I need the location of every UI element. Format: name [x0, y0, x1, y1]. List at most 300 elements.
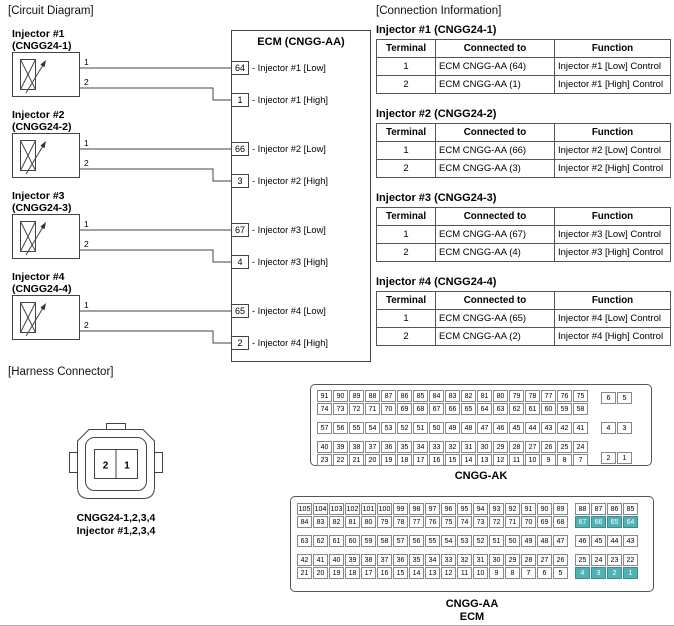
pin-cell: 5 — [553, 567, 568, 579]
pin-cell: 93 — [489, 503, 504, 515]
injector-connector-code: (CNGG24-1) — [12, 40, 72, 52]
pin-row — [317, 454, 589, 466]
connector-right-ear — [155, 453, 163, 473]
pin-cell: 58 — [573, 403, 588, 415]
ecm-pin-number: 1 — [237, 95, 243, 105]
connection-table-block — [376, 192, 668, 262]
pin-cell: 53 — [381, 422, 396, 434]
pin-cell: 45 — [509, 422, 524, 434]
column-header: Connected to — [436, 292, 555, 310]
column-header: Function — [555, 40, 671, 58]
terminal-1-label: 1 — [84, 138, 89, 148]
cngg-ak-main-block — [317, 390, 589, 466]
pin-cell: 61 — [329, 535, 344, 547]
pin-cell: 96 — [441, 503, 456, 515]
pin-cell: 50 — [505, 535, 520, 547]
pin-row — [601, 422, 633, 434]
pin-cell: 80 — [361, 516, 376, 528]
pin-cell: 6 — [601, 392, 616, 404]
pin-cell: 47 — [477, 422, 492, 434]
injector-name: Injector #4 — [12, 271, 65, 283]
cngg-aa-sublabel: ECM — [459, 611, 485, 623]
ecm-pin-number: 2 — [237, 338, 243, 348]
pin-cell: 74 — [317, 403, 332, 415]
pin-cell: 61 — [525, 403, 540, 415]
cngg-aa-grid — [291, 497, 653, 585]
pin-cell: 79 — [509, 390, 524, 402]
pin-row — [601, 392, 633, 404]
connection-table — [376, 207, 671, 262]
column-header: Terminal — [377, 40, 436, 58]
pin-cell: 46 — [493, 422, 508, 434]
table-row — [377, 310, 671, 328]
table-cell: ECM CNGG-AA (1) — [436, 76, 555, 94]
table-cell: Injector #1 [Low] Control — [555, 58, 671, 76]
pin-cell: 24 — [573, 441, 588, 453]
pin-cell: 17 — [413, 454, 428, 466]
pin-cell: 49 — [521, 535, 536, 547]
cngg-aa-label: CNGG-AA — [445, 598, 499, 610]
pin-cell: 49 — [445, 422, 460, 434]
pin-cell: 40 — [317, 441, 332, 453]
pin-cell: 4 — [601, 422, 616, 434]
table-row — [377, 160, 671, 178]
pin-cell: 46 — [575, 535, 590, 547]
pin-cell: 43 — [623, 535, 638, 547]
pin-cell: 30 — [477, 441, 492, 453]
pin-cell: 60 — [541, 403, 556, 415]
pin-cell: 67 — [575, 516, 590, 528]
pin-cell: 79 — [377, 516, 392, 528]
column-header: Function — [555, 208, 671, 226]
cngg-ak-label: CNGG-AK — [454, 470, 508, 482]
pin-cell: 94 — [473, 503, 488, 515]
table-cell: 1 — [377, 310, 436, 328]
pin-cell: 10 — [473, 567, 488, 579]
pin-cell: 73 — [333, 403, 348, 415]
pin-cell: 99 — [393, 503, 408, 515]
pin-cell: 6 — [537, 567, 552, 579]
pin-cell: 20 — [365, 454, 380, 466]
pin-cell: 18 — [397, 454, 412, 466]
table-cell: ECM CNGG-AA (2) — [436, 328, 555, 346]
ecm-pin — [232, 337, 328, 350]
pin-cell: 15 — [393, 567, 408, 579]
pin-cell: 42 — [557, 422, 572, 434]
table-header-row — [377, 124, 671, 142]
pin-cell: 41 — [313, 554, 328, 566]
harness-connector-name: Injector #1,2,3,4 — [76, 525, 156, 537]
ecm-pin-label: - Injector #2 [Low] — [252, 144, 326, 154]
connection-table-title: Injector #3 (CNGG24-3) — [376, 192, 497, 204]
pin-cell: 83 — [445, 390, 460, 402]
table-cell: 2 — [377, 76, 436, 94]
ecm-pin-number: 64 — [234, 63, 246, 73]
table-header-row — [377, 208, 671, 226]
pin-cell: 54 — [441, 535, 456, 547]
table-row — [377, 58, 671, 76]
pin-cell: 91 — [521, 503, 536, 515]
pin-cell: 48 — [537, 535, 552, 547]
pin-cell: 100 — [377, 503, 392, 515]
terminal-1-label: 1 — [84, 300, 89, 310]
table-cell: 1 — [377, 58, 436, 76]
pin-cell: 9 — [489, 567, 504, 579]
column-header: Function — [555, 292, 671, 310]
terminal-2-label: 2 — [84, 239, 89, 249]
ecm-pin-number: 66 — [234, 144, 246, 154]
injector-connector-code: (CNGG24-2) — [12, 121, 72, 133]
connection-table-block — [376, 24, 668, 94]
ecm-pin — [232, 143, 326, 156]
pin-cell: 76 — [557, 390, 572, 402]
table-cell: Injector #4 [Low] Control — [555, 310, 671, 328]
ecm-pin-number: 4 — [237, 257, 243, 267]
pin-cell: 25 — [557, 441, 572, 453]
pin-row — [297, 535, 647, 547]
pin-cell: 55 — [425, 535, 440, 547]
pin-cell: 70 — [521, 516, 536, 528]
pin-cell: 56 — [409, 535, 424, 547]
pin-cell: 27 — [525, 441, 540, 453]
pin-cell: 35 — [397, 441, 412, 453]
pin-cell: 67 — [429, 403, 444, 415]
column-header: Terminal — [377, 124, 436, 142]
table-row — [377, 244, 671, 262]
pin-cell: 5 — [617, 392, 632, 404]
pin-cell: 28 — [521, 554, 536, 566]
pin-cell: 7 — [573, 454, 588, 466]
pin-cell: 33 — [429, 441, 444, 453]
table-cell: Injector #3 [High] Control — [555, 244, 671, 262]
pin-cell: 30 — [489, 554, 504, 566]
pin-cell: 82 — [329, 516, 344, 528]
pin-cell: 41 — [573, 422, 588, 434]
pin-cell: 85 — [623, 503, 638, 515]
harness-connector-code: CNGG24-1,2,3,4 — [76, 512, 156, 524]
pin-cell: 85 — [413, 390, 428, 402]
pin-cell: 92 — [505, 503, 520, 515]
connection-table — [376, 39, 671, 94]
ecm-pin-label: - Injector #3 [High] — [252, 257, 328, 267]
column-header: Function — [555, 124, 671, 142]
pin-cell: 35 — [409, 554, 424, 566]
pin-cell: 75 — [441, 516, 456, 528]
pin-cell: 29 — [505, 554, 520, 566]
pin-cell: 45 — [591, 535, 606, 547]
table-cell: ECM CNGG-AA (67) — [436, 226, 555, 244]
pin-cell: 64 — [623, 516, 638, 528]
pin-cell: 64 — [477, 403, 492, 415]
pin-cell: 40 — [329, 554, 344, 566]
pin-cell: 91 — [317, 390, 332, 402]
ecm-pin — [232, 256, 328, 269]
pin-cell: 66 — [591, 516, 606, 528]
connection-table — [376, 291, 671, 346]
table-header-row — [377, 40, 671, 58]
table-cell: ECM CNGG-AA (4) — [436, 244, 555, 262]
pin-cell: 10 — [525, 454, 540, 466]
cngg-ak-grid — [311, 385, 651, 471]
pin-cell: 101 — [361, 503, 376, 515]
terminal-2-label: 2 — [84, 77, 89, 87]
pin-cell: 76 — [425, 516, 440, 528]
pin-cell: 22 — [623, 554, 638, 566]
connection-table-title: Injector #4 (CNGG24-4) — [376, 276, 497, 288]
pin-cell: 3 — [617, 422, 632, 434]
pin-cell: 2 — [607, 567, 622, 579]
pin-cell: 73 — [473, 516, 488, 528]
pin-cell: 14 — [461, 454, 476, 466]
terminal-1-label: 1 — [84, 219, 89, 229]
harness-pin-2: 2 — [102, 460, 109, 472]
pin-cell: 98 — [409, 503, 424, 515]
pin-row — [297, 554, 647, 566]
ecm-pin — [232, 62, 326, 75]
pin-cell: 53 — [457, 535, 472, 547]
injector-4 — [12, 271, 89, 340]
pin-cell: 26 — [553, 554, 568, 566]
pin-cell: 65 — [461, 403, 476, 415]
table-row — [377, 226, 671, 244]
table-cell: ECM CNGG-AA (66) — [436, 142, 555, 160]
pin-cell: 37 — [377, 554, 392, 566]
circuit-section-label: [Circuit Diagram] — [8, 5, 94, 17]
ecm-pin-label: - Injector #4 [Low] — [252, 306, 326, 316]
pin-cell: 16 — [429, 454, 444, 466]
pin-cell: 59 — [361, 535, 376, 547]
pin-cell: 16 — [377, 567, 392, 579]
pin-cell: 51 — [413, 422, 428, 434]
table-header-row — [377, 292, 671, 310]
table-cell: 2 — [377, 244, 436, 262]
ecm-pin-label: - Injector #3 [Low] — [252, 225, 326, 235]
table-row — [377, 76, 671, 94]
pin-cell: 47 — [553, 535, 568, 547]
pin-cell: 1 — [623, 567, 638, 579]
pin-cell: 56 — [333, 422, 348, 434]
pin-cell: 89 — [349, 390, 364, 402]
pin-cell: 78 — [525, 390, 540, 402]
terminal-2-label: 2 — [84, 158, 89, 168]
pin-row — [317, 441, 589, 453]
pin-cell: 81 — [477, 390, 492, 402]
pin-cell: 74 — [457, 516, 472, 528]
pin-cell: 66 — [445, 403, 460, 415]
pin-row — [317, 403, 589, 415]
pin-cell: 55 — [349, 422, 364, 434]
pin-cell: 86 — [397, 390, 412, 402]
pin-row — [317, 390, 589, 402]
pin-cell: 21 — [349, 454, 364, 466]
ecm-pin-number: 67 — [234, 225, 246, 235]
pin-cell: 75 — [573, 390, 588, 402]
pin-cell: 9 — [541, 454, 556, 466]
pin-cell: 13 — [477, 454, 492, 466]
pin-cell: 8 — [505, 567, 520, 579]
pin-cell: 63 — [493, 403, 508, 415]
pin-cell: 27 — [537, 554, 552, 566]
connection-tables — [376, 24, 668, 360]
pin-cell: 32 — [445, 441, 460, 453]
pin-cell: 4 — [575, 567, 590, 579]
pin-cell: 62 — [313, 535, 328, 547]
table-cell: 1 — [377, 226, 436, 244]
cngg-ak-connector — [310, 384, 652, 466]
injector-connector-code: (CNGG24-4) — [12, 283, 72, 295]
pin-row — [601, 452, 633, 464]
pin-cell: 69 — [397, 403, 412, 415]
pin-cell: 15 — [445, 454, 460, 466]
table-cell: ECM CNGG-AA (65) — [436, 310, 555, 328]
connection-table-block — [376, 108, 668, 178]
pin-cell: 50 — [429, 422, 444, 434]
pin-cell: 11 — [509, 454, 524, 466]
pin-cell: 19 — [381, 454, 396, 466]
pin-cell: 71 — [505, 516, 520, 528]
pin-cell: 28 — [509, 441, 524, 453]
terminal-2-label: 2 — [84, 320, 89, 330]
pin-cell: 43 — [541, 422, 556, 434]
harness-section-label: [Harness Connector] — [8, 366, 114, 378]
pin-cell: 88 — [575, 503, 590, 515]
pin-cell: 70 — [381, 403, 396, 415]
table-cell: ECM CNGG-AA (3) — [436, 160, 555, 178]
pin-cell: 8 — [557, 454, 572, 466]
table-cell: Injector #2 [Low] Control — [555, 142, 671, 160]
pin-cell: 54 — [365, 422, 380, 434]
harness-connector-drawing — [70, 424, 163, 538]
pin-cell: 103 — [329, 503, 344, 515]
pin-cell: 31 — [461, 441, 476, 453]
pin-cell: 19 — [329, 567, 344, 579]
injector-connector-code: (CNGG24-3) — [12, 202, 72, 214]
pin-cell: 12 — [441, 567, 456, 579]
table-cell: Injector #2 [High] Control — [555, 160, 671, 178]
pin-cell: 77 — [409, 516, 424, 528]
pin-cell: 14 — [409, 567, 424, 579]
cngg-aa-connector — [290, 496, 654, 592]
ecm-pin-number: 65 — [234, 306, 246, 316]
pin-cell: 26 — [541, 441, 556, 453]
pin-cell: 68 — [413, 403, 428, 415]
pin-cell: 23 — [317, 454, 332, 466]
pin-cell: 90 — [333, 390, 348, 402]
pin-cell: 82 — [461, 390, 476, 402]
table-cell: 1 — [377, 142, 436, 160]
pin-row — [297, 503, 647, 515]
pin-cell: 39 — [345, 554, 360, 566]
pin-cell: 31 — [473, 554, 488, 566]
connection-table-block — [376, 276, 668, 346]
pin-cell: 32 — [457, 554, 472, 566]
pin-cell: 72 — [489, 516, 504, 528]
pin-cell: 38 — [361, 554, 376, 566]
column-header: Connected to — [436, 208, 555, 226]
pin-cell: 11 — [457, 567, 472, 579]
table-cell: Injector #1 [High] Control — [555, 76, 671, 94]
pin-cell: 44 — [525, 422, 540, 434]
connection-table — [376, 123, 671, 178]
pin-cell: 84 — [297, 516, 312, 528]
pin-cell: 57 — [393, 535, 408, 547]
injector-name: Injector #1 — [12, 28, 65, 40]
pin-cell: 24 — [591, 554, 606, 566]
pin-cell: 97 — [425, 503, 440, 515]
table-cell: ECM CNGG-AA (64) — [436, 58, 555, 76]
injector-3 — [12, 190, 89, 259]
pin-cell: 77 — [541, 390, 556, 402]
pin-cell: 29 — [493, 441, 508, 453]
column-header: Connected to — [436, 40, 555, 58]
pin-cell: 80 — [493, 390, 508, 402]
column-header: Terminal — [377, 292, 436, 310]
pin-cell: 63 — [297, 535, 312, 547]
column-header: Connected to — [436, 124, 555, 142]
pin-cell: 33 — [441, 554, 456, 566]
pin-cell: 58 — [377, 535, 392, 547]
pin-cell: 17 — [361, 567, 376, 579]
pin-cell: 21 — [297, 567, 312, 579]
pin-cell: 48 — [461, 422, 476, 434]
ecm-pin-label: - Injector #4 [High] — [252, 338, 328, 348]
ecm-pin-label: - Injector #1 [Low] — [252, 63, 326, 73]
pin-cell: 2 — [601, 452, 616, 464]
pin-cell: 23 — [607, 554, 622, 566]
pin-cell: 69 — [537, 516, 552, 528]
terminal-1-label: 1 — [84, 57, 89, 67]
pin-cell: 72 — [349, 403, 364, 415]
pin-cell: 71 — [365, 403, 380, 415]
injector-2 — [12, 109, 89, 178]
table-cell: Injector #3 [Low] Control — [555, 226, 671, 244]
pin-cell: 52 — [397, 422, 412, 434]
pin-cell: 104 — [313, 503, 328, 515]
pin-cell: 20 — [313, 567, 328, 579]
pin-cell: 39 — [333, 441, 348, 453]
ecm-pin-label: - Injector #2 [High] — [252, 176, 328, 186]
pin-cell: 90 — [537, 503, 552, 515]
pin-cell: 25 — [575, 554, 590, 566]
injector-1 — [12, 28, 89, 97]
ecm-pin — [232, 305, 326, 318]
pin-cell: 51 — [489, 535, 504, 547]
pin-cell: 7 — [521, 567, 536, 579]
pin-cell: 81 — [345, 516, 360, 528]
pin-cell: 86 — [607, 503, 622, 515]
pin-cell: 13 — [425, 567, 440, 579]
pin-row — [297, 516, 647, 528]
pin-cell: 89 — [553, 503, 568, 515]
pin-cell: 60 — [345, 535, 360, 547]
pin-cell: 87 — [591, 503, 606, 515]
pin-cell: 22 — [333, 454, 348, 466]
pin-cell: 52 — [473, 535, 488, 547]
column-header: Terminal — [377, 208, 436, 226]
pin-cell: 83 — [313, 516, 328, 528]
pin-cell: 57 — [317, 422, 332, 434]
pin-cell: 59 — [557, 403, 572, 415]
injector-name: Injector #3 — [12, 190, 65, 202]
pin-cell: 44 — [607, 535, 622, 547]
injector-name: Injector #2 — [12, 109, 65, 121]
ecm-pin-number: 3 — [237, 176, 243, 186]
pin-cell: 38 — [349, 441, 364, 453]
pin-cell: 36 — [393, 554, 408, 566]
harness-pin-1: 1 — [124, 460, 130, 472]
pin-cell: 102 — [345, 503, 360, 515]
pin-cell: 3 — [591, 567, 606, 579]
